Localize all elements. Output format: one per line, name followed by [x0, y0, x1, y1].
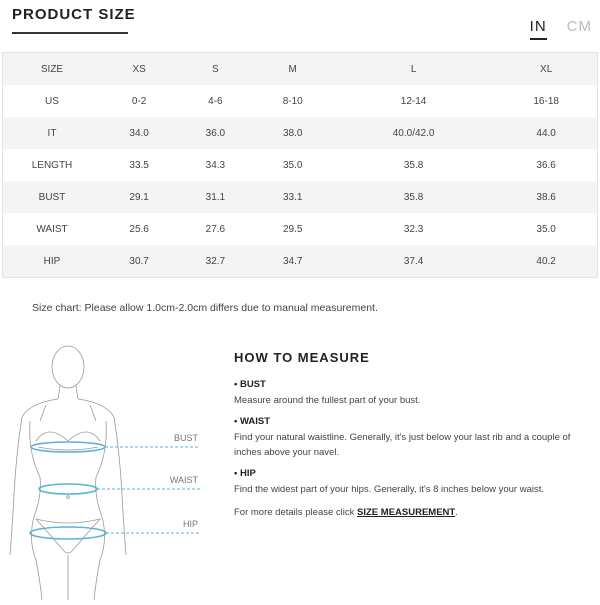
table-cell: 0-2 — [101, 85, 177, 117]
table-cell: 27.6 — [177, 213, 253, 245]
table-cell: 37.4 — [332, 245, 495, 278]
table-cell: 25.6 — [101, 213, 177, 245]
table-cell: 34.7 — [254, 245, 332, 278]
bust-measure-line — [31, 442, 105, 452]
table-header-cell: SIZE — [3, 53, 102, 86]
waist-measure-line — [39, 484, 97, 494]
table-cell: 38.0 — [254, 117, 332, 149]
table-cell: 31.1 — [177, 181, 253, 213]
table-row — [3, 245, 598, 278]
unit-toggle — [530, 18, 592, 35]
table-cell: 34.3 — [177, 149, 253, 181]
table-cell: 35.0 — [495, 213, 597, 245]
table-cell: 33.1 — [254, 181, 332, 213]
table-row — [3, 85, 598, 117]
table-cell: 40.2 — [495, 245, 597, 278]
table-header-cell: XS — [101, 53, 177, 86]
more-details-prefix: For more details please click — [234, 507, 358, 518]
hip-instruction-text: Find the widest part of your hips. Generally, it's 8 inches below your waist. — [234, 484, 545, 495]
bust-label: BUST — [173, 433, 198, 443]
title-underline — [12, 32, 128, 34]
hip-label: HIP — [182, 519, 198, 529]
table-cell: 36.0 — [177, 117, 253, 149]
table-row-label: LENGTH — [3, 149, 102, 181]
table-cell: 40.0/42.0 — [332, 117, 495, 149]
table-row — [3, 213, 598, 245]
hip-measure-line — [30, 527, 106, 539]
table-cell: 36.6 — [495, 149, 597, 181]
table-cell: 44.0 — [495, 117, 597, 149]
unit-in-tab[interactable]: IN — [529, 18, 547, 35]
hip-instruction-label: • HIP — [234, 468, 256, 479]
size-measurement-link[interactable]: SIZE MEASUREMENT — [357, 507, 456, 518]
table-cell: 35.8 — [332, 149, 495, 181]
more-details-suffix: . — [455, 507, 458, 518]
table-header-row — [3, 53, 598, 86]
table-cell: 32.7 — [177, 245, 253, 278]
table-cell: 12-14 — [332, 85, 495, 117]
table-header-cell: S — [177, 53, 253, 86]
table-cell: 35.0 — [254, 149, 332, 181]
table-header-cell: XL — [495, 53, 597, 86]
table-row-label: HIP — [3, 245, 102, 278]
table-row-label: US — [3, 85, 102, 117]
more-details-line — [234, 507, 594, 518]
table-header-cell: L — [332, 53, 495, 86]
size-chart-note: Size chart: Please allow 1.0cm-2.0cm differs due to manual measurement. — [32, 302, 378, 314]
body-outline-illustration — [0, 345, 215, 600]
table-row-label: IT — [3, 117, 102, 149]
table-cell: 33.5 — [101, 149, 177, 181]
table-row-label: WAIST — [3, 213, 102, 245]
table-cell: 38.6 — [495, 181, 597, 213]
table-cell: 35.8 — [332, 181, 495, 213]
table-cell: 4-6 — [177, 85, 253, 117]
table-cell: 34.0 — [101, 117, 177, 149]
bust-instruction-text: Measure around the fullest part of your bust. — [234, 395, 421, 406]
table-header-cell: M — [254, 53, 332, 86]
table-row — [3, 117, 598, 149]
measurement-lines — [30, 442, 106, 539]
table-row-label: BUST — [3, 181, 102, 213]
waist-instruction-text: Find your natural waistline. Generally, it's just below your last rib and a couple of inches above your navel. — [234, 432, 571, 458]
table-cell: 8-10 — [254, 85, 332, 117]
how-to-measure-section — [234, 350, 594, 518]
how-to-measure-title: HOW TO MEASURE — [234, 350, 370, 365]
bust-instruction — [234, 379, 594, 408]
hip-instruction — [234, 468, 594, 497]
table-cell: 29.1 — [101, 181, 177, 213]
page-title: PRODUCT SIZE — [12, 6, 136, 23]
waist-label: WAIST — [169, 475, 198, 485]
size-chart-table — [2, 52, 598, 278]
table-cell: 29.5 — [254, 213, 332, 245]
body-measurement-figure — [0, 345, 215, 600]
table-cell: 16-18 — [495, 85, 597, 117]
table-cell: 30.7 — [101, 245, 177, 278]
table-row — [3, 149, 598, 181]
waist-instruction — [234, 416, 594, 460]
table-cell: 32.3 — [332, 213, 495, 245]
bust-instruction-label: • BUST — [234, 379, 266, 390]
waist-instruction-label: • WAIST — [234, 416, 271, 427]
table-row — [3, 181, 598, 213]
unit-cm-tab[interactable]: CM — [566, 18, 592, 35]
